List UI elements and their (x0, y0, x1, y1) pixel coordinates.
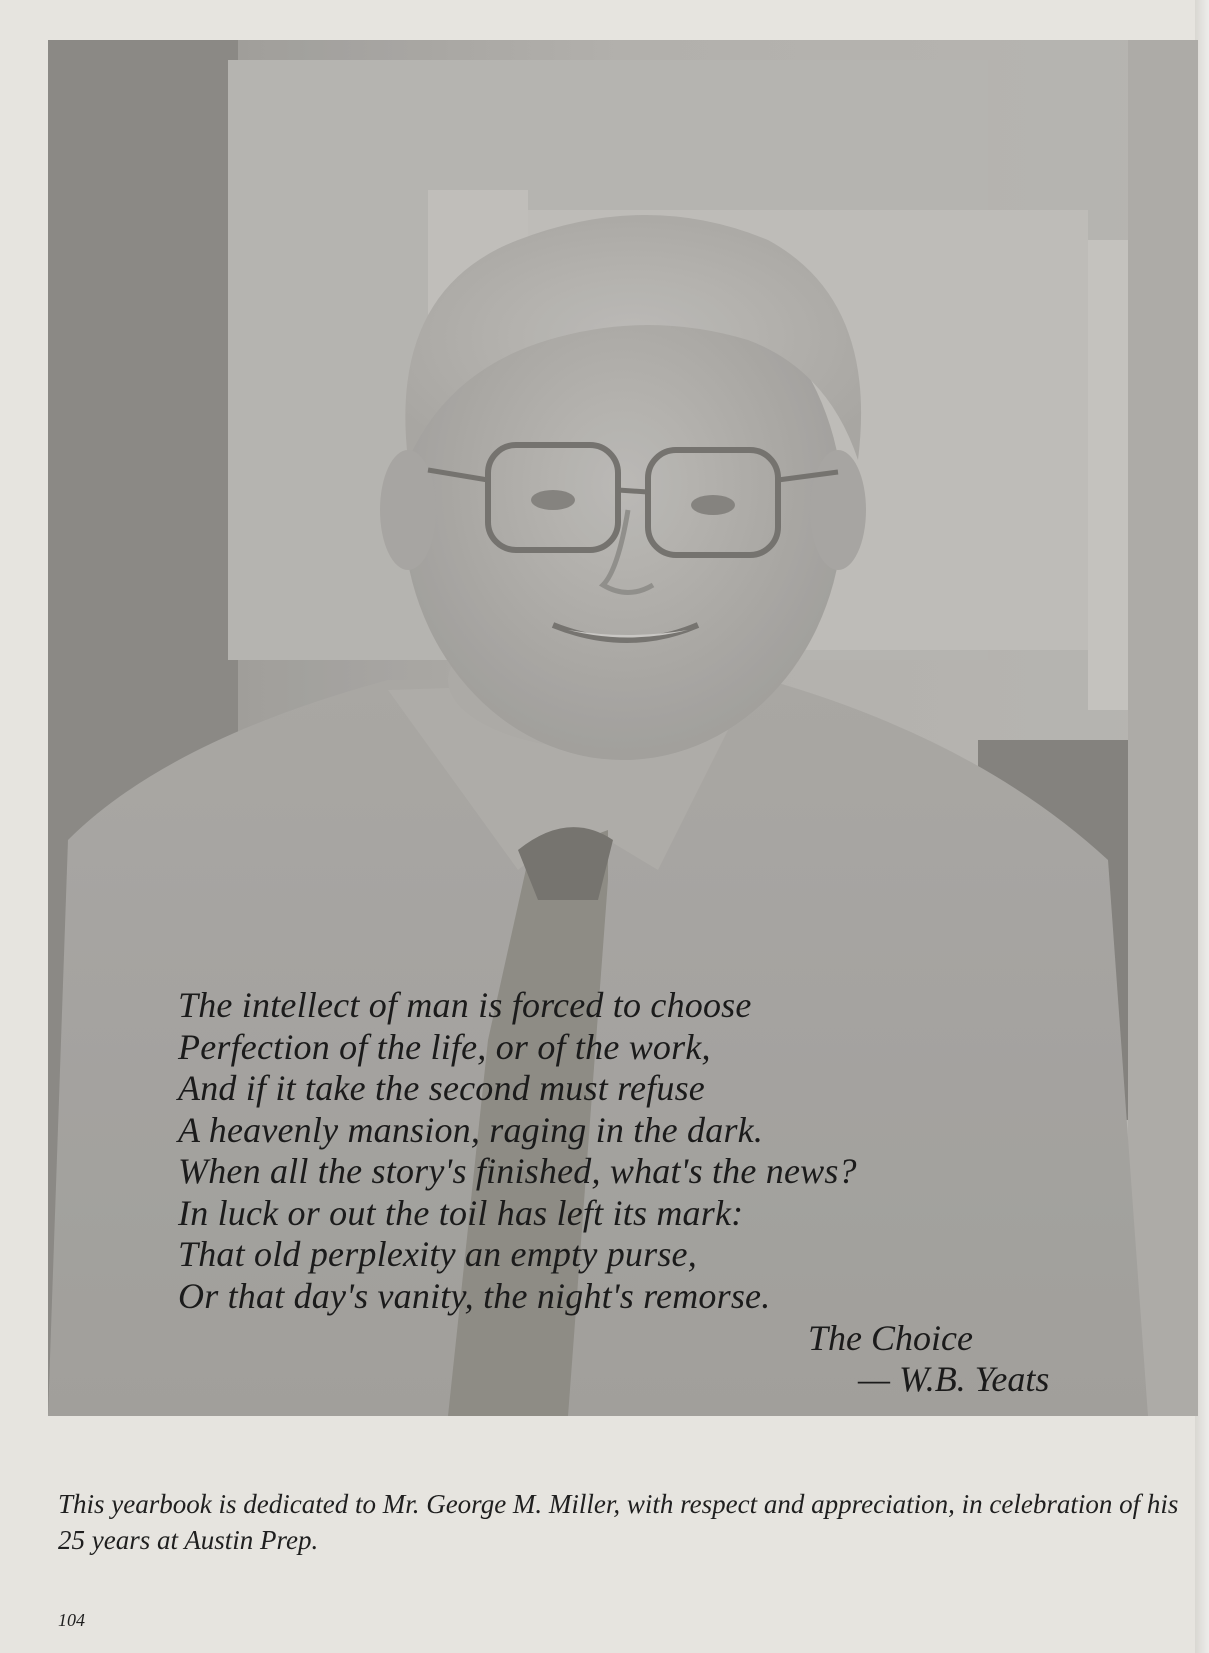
poem-line: Or that day's vanity, the night's remorse. (178, 1275, 771, 1316)
poem-line: And if it take the second must refuse (178, 1068, 705, 1108)
dedication-caption: This yearbook is dedicated to Mr. George M. Miller, with respect and appreciation, in celebration of his 25 years at Austin Prep. (58, 1489, 1179, 1555)
poem-line: A heavenly mansion, raging in the dark. (178, 1109, 764, 1150)
poem-author: — W.B. Yeats (858, 1359, 1050, 1399)
page-number: 104 (58, 1610, 85, 1630)
poem-title: The Choice (808, 1318, 973, 1358)
poem-line: Perfection of the life, or of the work, (178, 1026, 711, 1067)
poem (178, 985, 857, 1317)
poem-line: When all the story's finished, what's the news? (178, 1151, 857, 1191)
poem-line: The intellect of man is forced to choose (178, 985, 752, 1025)
poem-line: In luck or out the toil has left its mark: (178, 1192, 744, 1233)
poem-line: That old perplexity an empty purse, (178, 1234, 697, 1274)
